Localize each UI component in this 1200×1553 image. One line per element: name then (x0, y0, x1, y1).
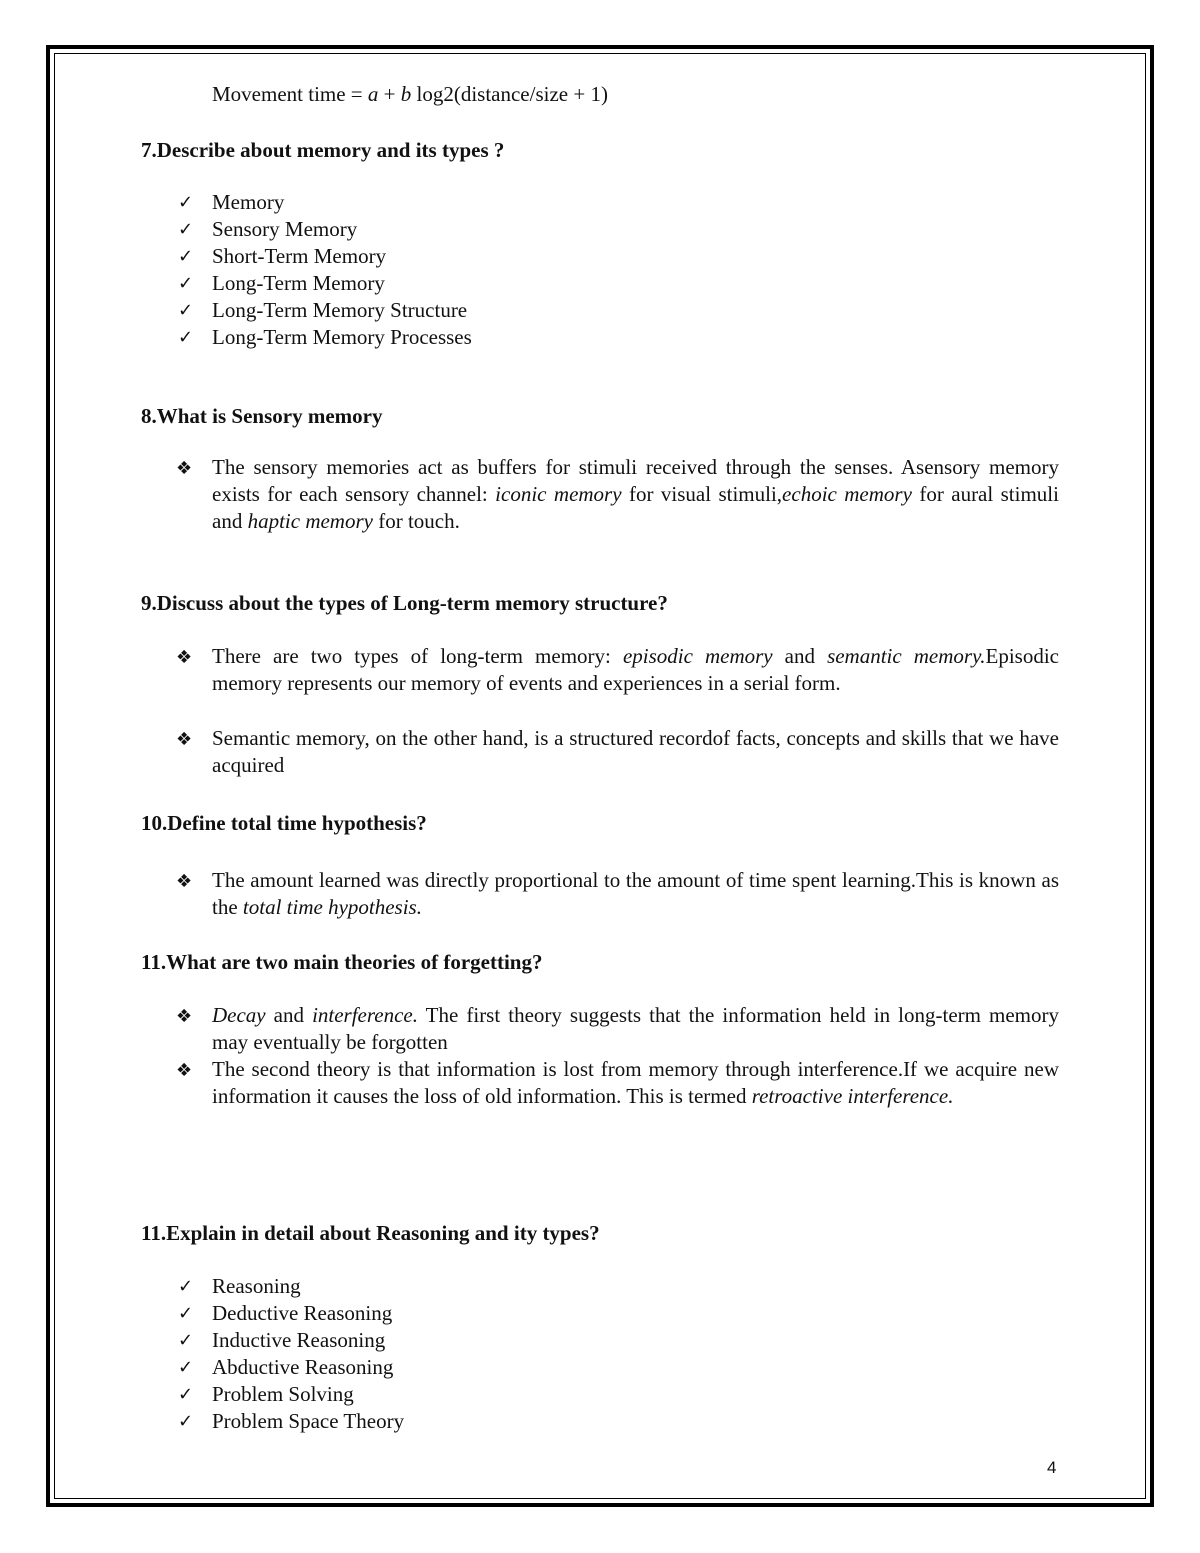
q9-heading: 9.Discuss about the types of Long-term memory structure? (141, 591, 668, 615)
check-icon: ✓ (178, 1303, 194, 1324)
check-icon: ✓ (178, 1411, 194, 1432)
diamond-bullet-icon: ❖ (176, 647, 193, 668)
movement-time-formula (212, 82, 608, 107)
diamond-bullet-icon: ❖ (176, 1060, 193, 1081)
reasoning-list-item: Problem Space Theory (212, 1409, 405, 1433)
check-icon: ✓ (178, 1330, 194, 1351)
q7-list-item: Long-Term Memory (212, 271, 385, 295)
check-icon: ✓ (178, 327, 194, 348)
check-icon: ✓ (178, 192, 194, 213)
q8-paragraph: The sensory memories act as buffers for stimuli received through the senses. Asensory memory exists for each sensory channel: iconic memory for visual stimuli,echoic memory for aural stimuli and haptic memory for touch. (212, 455, 1059, 533)
reasoning-list-item: Problem Solving (212, 1382, 354, 1406)
q7-list-item: Memory (212, 190, 285, 214)
q11-heading: 11.What are two main theories of forgetting? (141, 950, 543, 974)
check-icon: ✓ (178, 300, 194, 321)
q9-paragraph-2: Semantic memory, on the other hand, is a structured recordof facts, concepts and skills that we have acquired (212, 726, 1059, 777)
q9-paragraph-1: There are two types of long-term memory: episodic memory and semantic memory.Episodic memory represents our memory of events and experiences in a serial form. (212, 644, 1060, 695)
q7-list-item: Sensory Memory (212, 217, 358, 241)
diamond-bullet-icon: ❖ (176, 729, 193, 750)
page-number: 4 (1047, 1458, 1057, 1477)
q11-paragraph-1: Decay and interference. The first theory suggests that the information held in long-term memory may eventually be forgotten (212, 1003, 1059, 1054)
q7-list-item: Long-Term Memory Structure (212, 298, 468, 322)
reasoning-list-item: Reasoning (212, 1274, 301, 1298)
reasoning-list-item: Inductive Reasoning (212, 1328, 386, 1352)
reasoning-list-item: Deductive Reasoning (212, 1301, 393, 1325)
check-icon: ✓ (178, 273, 194, 294)
q8-heading: 8.What is Sensory memory (141, 404, 383, 428)
q10-paragraph: The amount learned was directly proportional to the amount of time spent learning.This is known as the total time hypothesis. (212, 868, 1059, 919)
q7-list-item: Short-Term Memory (212, 244, 387, 268)
reasoning-heading: 11.Explain in detail about Reasoning and ity types? (141, 1221, 600, 1245)
q7-list-item: Long-Term Memory Processes (212, 325, 472, 349)
check-icon: ✓ (178, 1357, 194, 1378)
check-icon: ✓ (178, 246, 194, 267)
formula-var-b: b (400, 82, 412, 106)
q7-heading: 7.Describe about memory and its types ? (141, 138, 505, 162)
check-icon: ✓ (178, 1384, 194, 1405)
diamond-bullet-icon: ❖ (176, 871, 193, 892)
diamond-bullet-icon: ❖ (176, 458, 193, 479)
formula-var-a: a (367, 82, 379, 106)
formula-lead: Movement time = (212, 82, 368, 106)
reasoning-list-item: Abductive Reasoning (212, 1355, 394, 1379)
diamond-bullet-icon: ❖ (176, 1006, 193, 1027)
check-icon: ✓ (178, 219, 194, 240)
check-icon: ✓ (178, 1276, 194, 1297)
q10-heading: 10.Define total time hypothesis? (141, 811, 427, 835)
formula-plus: + (378, 82, 401, 106)
formula-rest: log2(distance/size + 1) (411, 82, 608, 106)
q11-paragraph-2: The second theory is that information is lost from memory through interference.If we acquire new information it causes the loss of old information. This is termed retroactive interference. (212, 1057, 1059, 1108)
